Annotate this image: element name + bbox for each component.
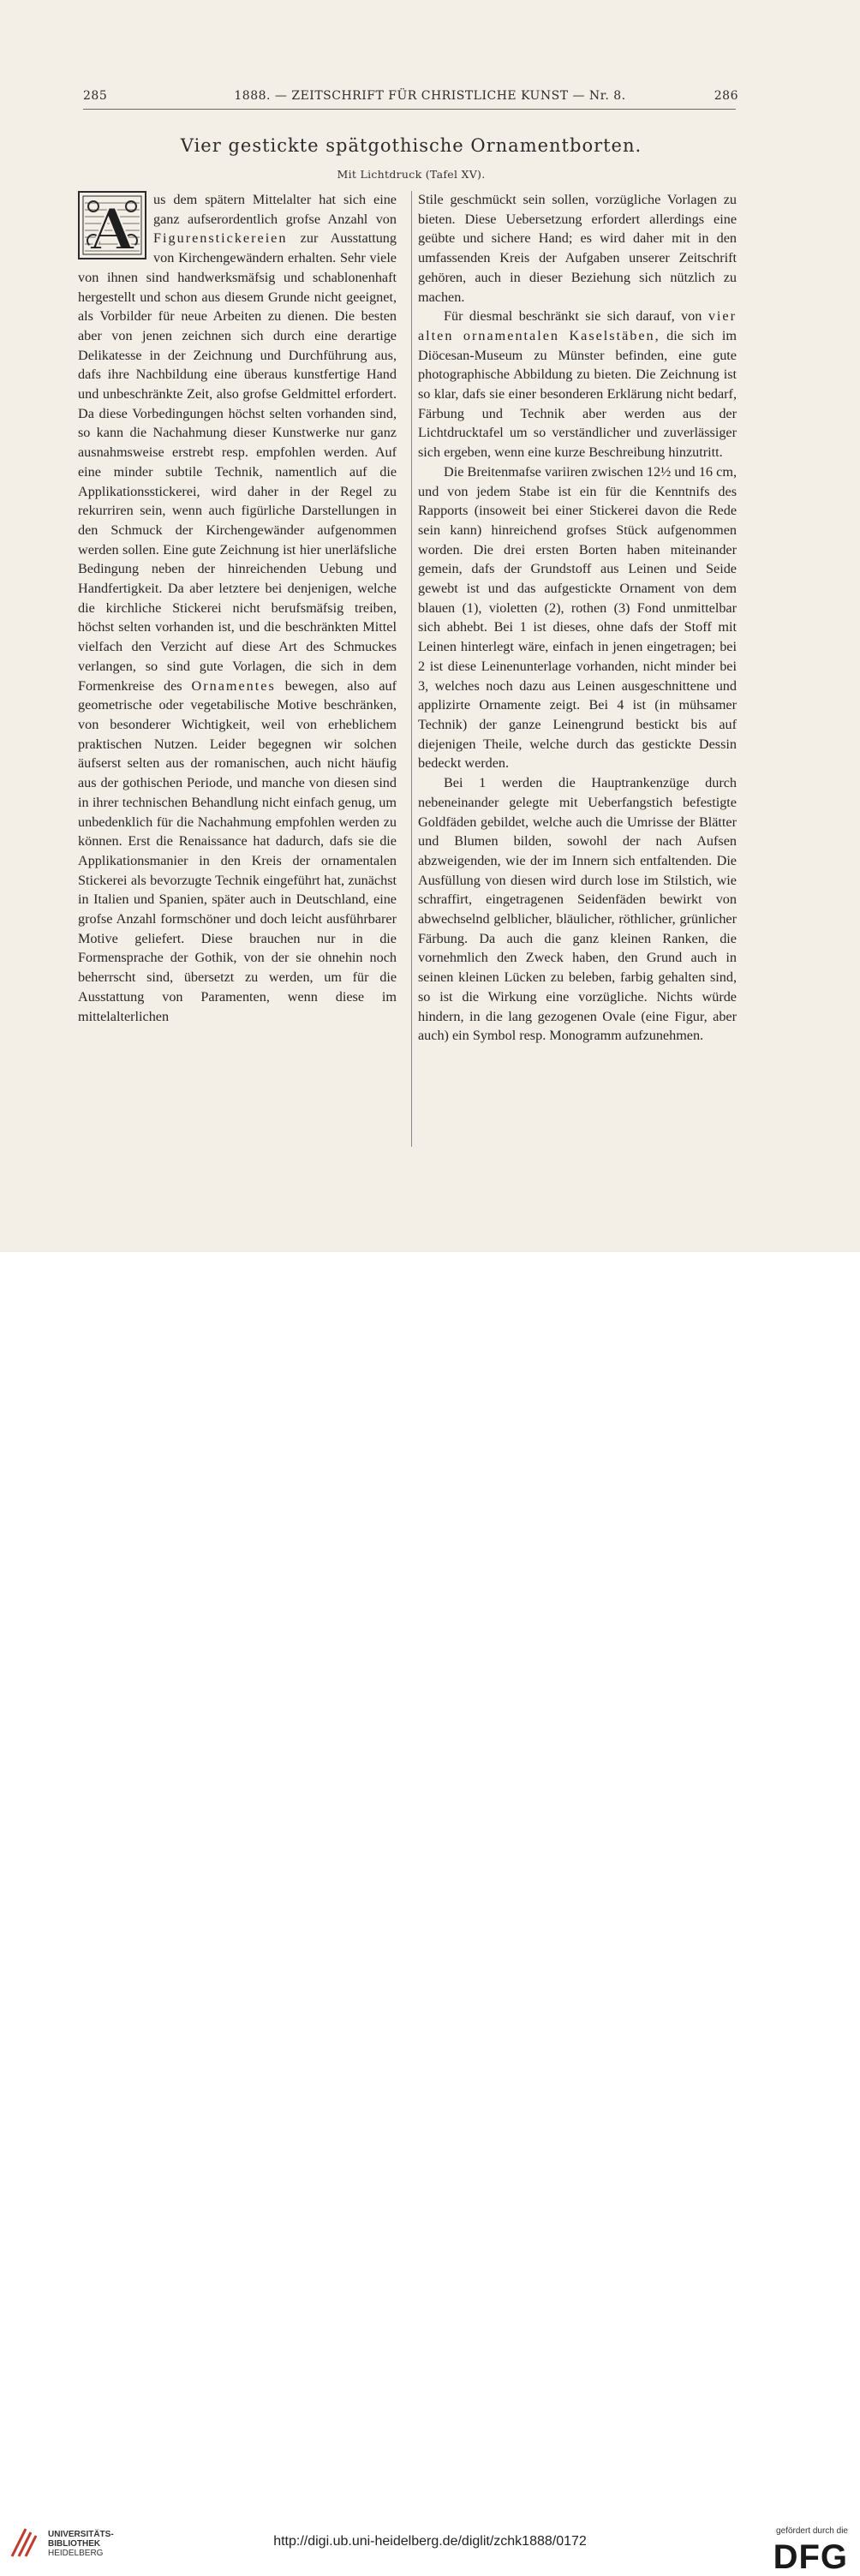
right-paragraph-2: Für diesmal beschränkt sie sich darauf, von vier alten ornamentalen Kaselstäben, die sich im Diöcesan-Museum zu Münster befinden, eine gute photographische Abbildung zu bieten. Die Zeichnung ist so klar, dafs sie einer besonderen Erklärung nicht bedarf, Färbung und Technik aber werden aus der Lichtdrucktafel um so verständlicher und zuverlässiger sich ergeben, wenn eine kurze Beschreibung hinzutritt. [418, 308, 737, 461]
right-paragraph-4: Bei 1 werden die Hauptrankenzüge durch nebeneinander gelegte mit Ueberfangstich befestigte Goldfäden gebildet, welche auch die Umrisse der Blätter und Blumen bilden, sowohl der nach Aufsen abzweigenden, wie der im Innern sich entfaltenden. Die Ausfüllung von diesen wird durch lose im Stilstich, wie schraffirt, eingetragenen Seidenfäden bewirkt von abwechselnd gelblicher, bläulicher, röthlicher, grünlicher Färbung. Da auch die ganz kleinen Ranken, die vornehmlich den Zweck haben, den Grund auch in seinen kleinen Lücken zu beleben, farbig gehalten sind, so ist die Wirkung eine vorzügliche. Nichts würde hindern, in die lang gezogenen Ovale (eine Figur, aber auch) ein Symbol resp. Monogramm aufzunehmen. [418, 775, 737, 1044]
article-title: Vier gestickte spätgothische Ornamentborten. [180, 135, 642, 156]
document-url-link[interactable]: http://digi.ub.uni-heidelberg.de/diglit/zchk1888/0172 [273, 2534, 587, 2549]
library-name: UNIVERSITÄTS- BIBLIOTHEK HEIDELBERG [48, 2530, 114, 2558]
column-divider [411, 191, 412, 1147]
header-rule [83, 109, 736, 110]
right-paragraph-1: Stile geschmückt sein sollen, vorzügliche Vorlagen zu bieten. Diese Uebersetzung erfordert allerdings eine geübte und sichere Hand; es wird daher mit in den umfassenden Kreis der Aufgaben unserer Zeitschrift gehören, auch in dieser Beziehung sich nützlich zu machen. [418, 192, 737, 305]
running-title: 1888. — ZEITSCHRIFT FÜR CHRISTLICHE KUNST — Nr. 8. [234, 89, 626, 103]
scanned-page [0, 0, 860, 1252]
right-column [418, 190, 737, 1046]
right-paragraph-3: Die Breitenmafse variiren zwischen 12½ und 16 cm, und von jedem Stabe ist ein für die Kenntnifs des Rapports (insoweit bei einer Stickerei davon die Rede sein kann) hinreichend grofses Stück aufgenommen worden. Die drei ersten Borten haben miteinander gemein, dafs der Grundstoff aus Leinen und Seide gewebt ist und das aufgestickte Ornament von dem blauen (1), violetten (2), rothen (3) Fond unmittelbar sich abhebt. Bei 1 ist dieses, ohne dafs der Stoff mit Leinen hinterlegt wäre, einfach in jenen eingetragen; bei 2 ist diese Leinenunterlage vorhanden, nicht minder bei 3, welches noch dazu aus Leinen ausgeschnittene und applizirte Ornamente zeigt. Bei 4 ist (in mühsamer Technik) der ganze Leinengrund bestickt bis auf diejenigen Theile, welche durch das gestickte Dessin bedeckt werden. [418, 463, 737, 772]
left-paragraph-1: us dem spätern Mittelalter hat sich eine ganz aufserordentlich grofse Anzahl von Figurenstickereien zur Ausstattung von Kirchengewändern erhalten. Sehr viele von ihnen sind handwerksmäfsig und schablonenhaft hergestellt und schon aus diesem Grunde nicht geeignet, als Vorbilder für neue Arbeiten zu dienen. Die besten aber von jenen zeichnen sich durch eine derartige Delikatesse in der Zeichnung und Durchführung aus, dafs ihre Nachbildung eine überaus kunstfertige Hand und unbeschränkte Zeit, also grofse Geldmittel erfordert. Da diese Vorbedingungen höchst selten vorhanden sind, so kann die Nachahmung dieser Kunstwerke nur ganz ausnahmsweise erstrebt resp. empfohlen werden. Auf eine minder subtile Technik, namentlich auf die Applikationsstickerei, wird daher in der Regel zu rekurriren sein, wenn auch figürliche Darstellungen in den Schmuck der Kirchengewänder aufgenommen werden sollen. Eine gute Zeichnung ist hier unerläfsliche Bedingung neben der hinreichenden Uebung und Handfertigkeit. Da aber letztere bei denjenigen, welche die kirchliche Stickerei nicht berufsmäfsig treiben, höchst selten vorhanden ist, und die beschränkten Mittel vielfach den Verzicht auf diese Art des Schmuckes verlangen, so sind gute Vorlagen, die sich in dem Formenkreise des Ornamentes bewegen, also auf geometrische oder vegetabilische Motive beschränken, von besonderer Wichtigkeit, weil von erheblichem praktischen Nutzen. Leider begegnen wir solchen äufserst selten aus der romanischen, auch nicht häufig aus der gothischen Periode, und manche von diesen sind in ihrer technischen Behandlung nicht einfach genug, um unbedenklich für die Nachahmung empfohlen werden zu können. Erst die Renaissance hat dadurch, dafs sie die Applikationsmanier in den Kreis der ornamentalen Stickerei als bevorzugte Technik eingeführt hat, zunächst in Italien und Spanien, später auch in Deutschland, eine grofse Anzahl formschöner und doch leicht ausführbarer Motive geliefert. Diese brauchen nur in die Formensprache der Gothik, von der sie ohnehin noch beherrscht sind, übersetzt zu werden, um für die Ausstattung von Paramenten, wenn diese im mittelalterlichen [78, 192, 397, 1024]
page-number-right: 286 [714, 89, 738, 103]
footer-bar [0, 1252, 860, 2576]
article-subtitle: Mit Lichtdruck (Tafel XV). [337, 168, 486, 181]
page-number-left: 285 [83, 89, 108, 103]
left-column [78, 190, 397, 1026]
svg-text:A: A [90, 196, 134, 259]
dfg-logo: DFG [773, 2538, 848, 2576]
drop-cap-initial [78, 191, 146, 259]
funding-caption: gefördert durch die [776, 2526, 848, 2536]
